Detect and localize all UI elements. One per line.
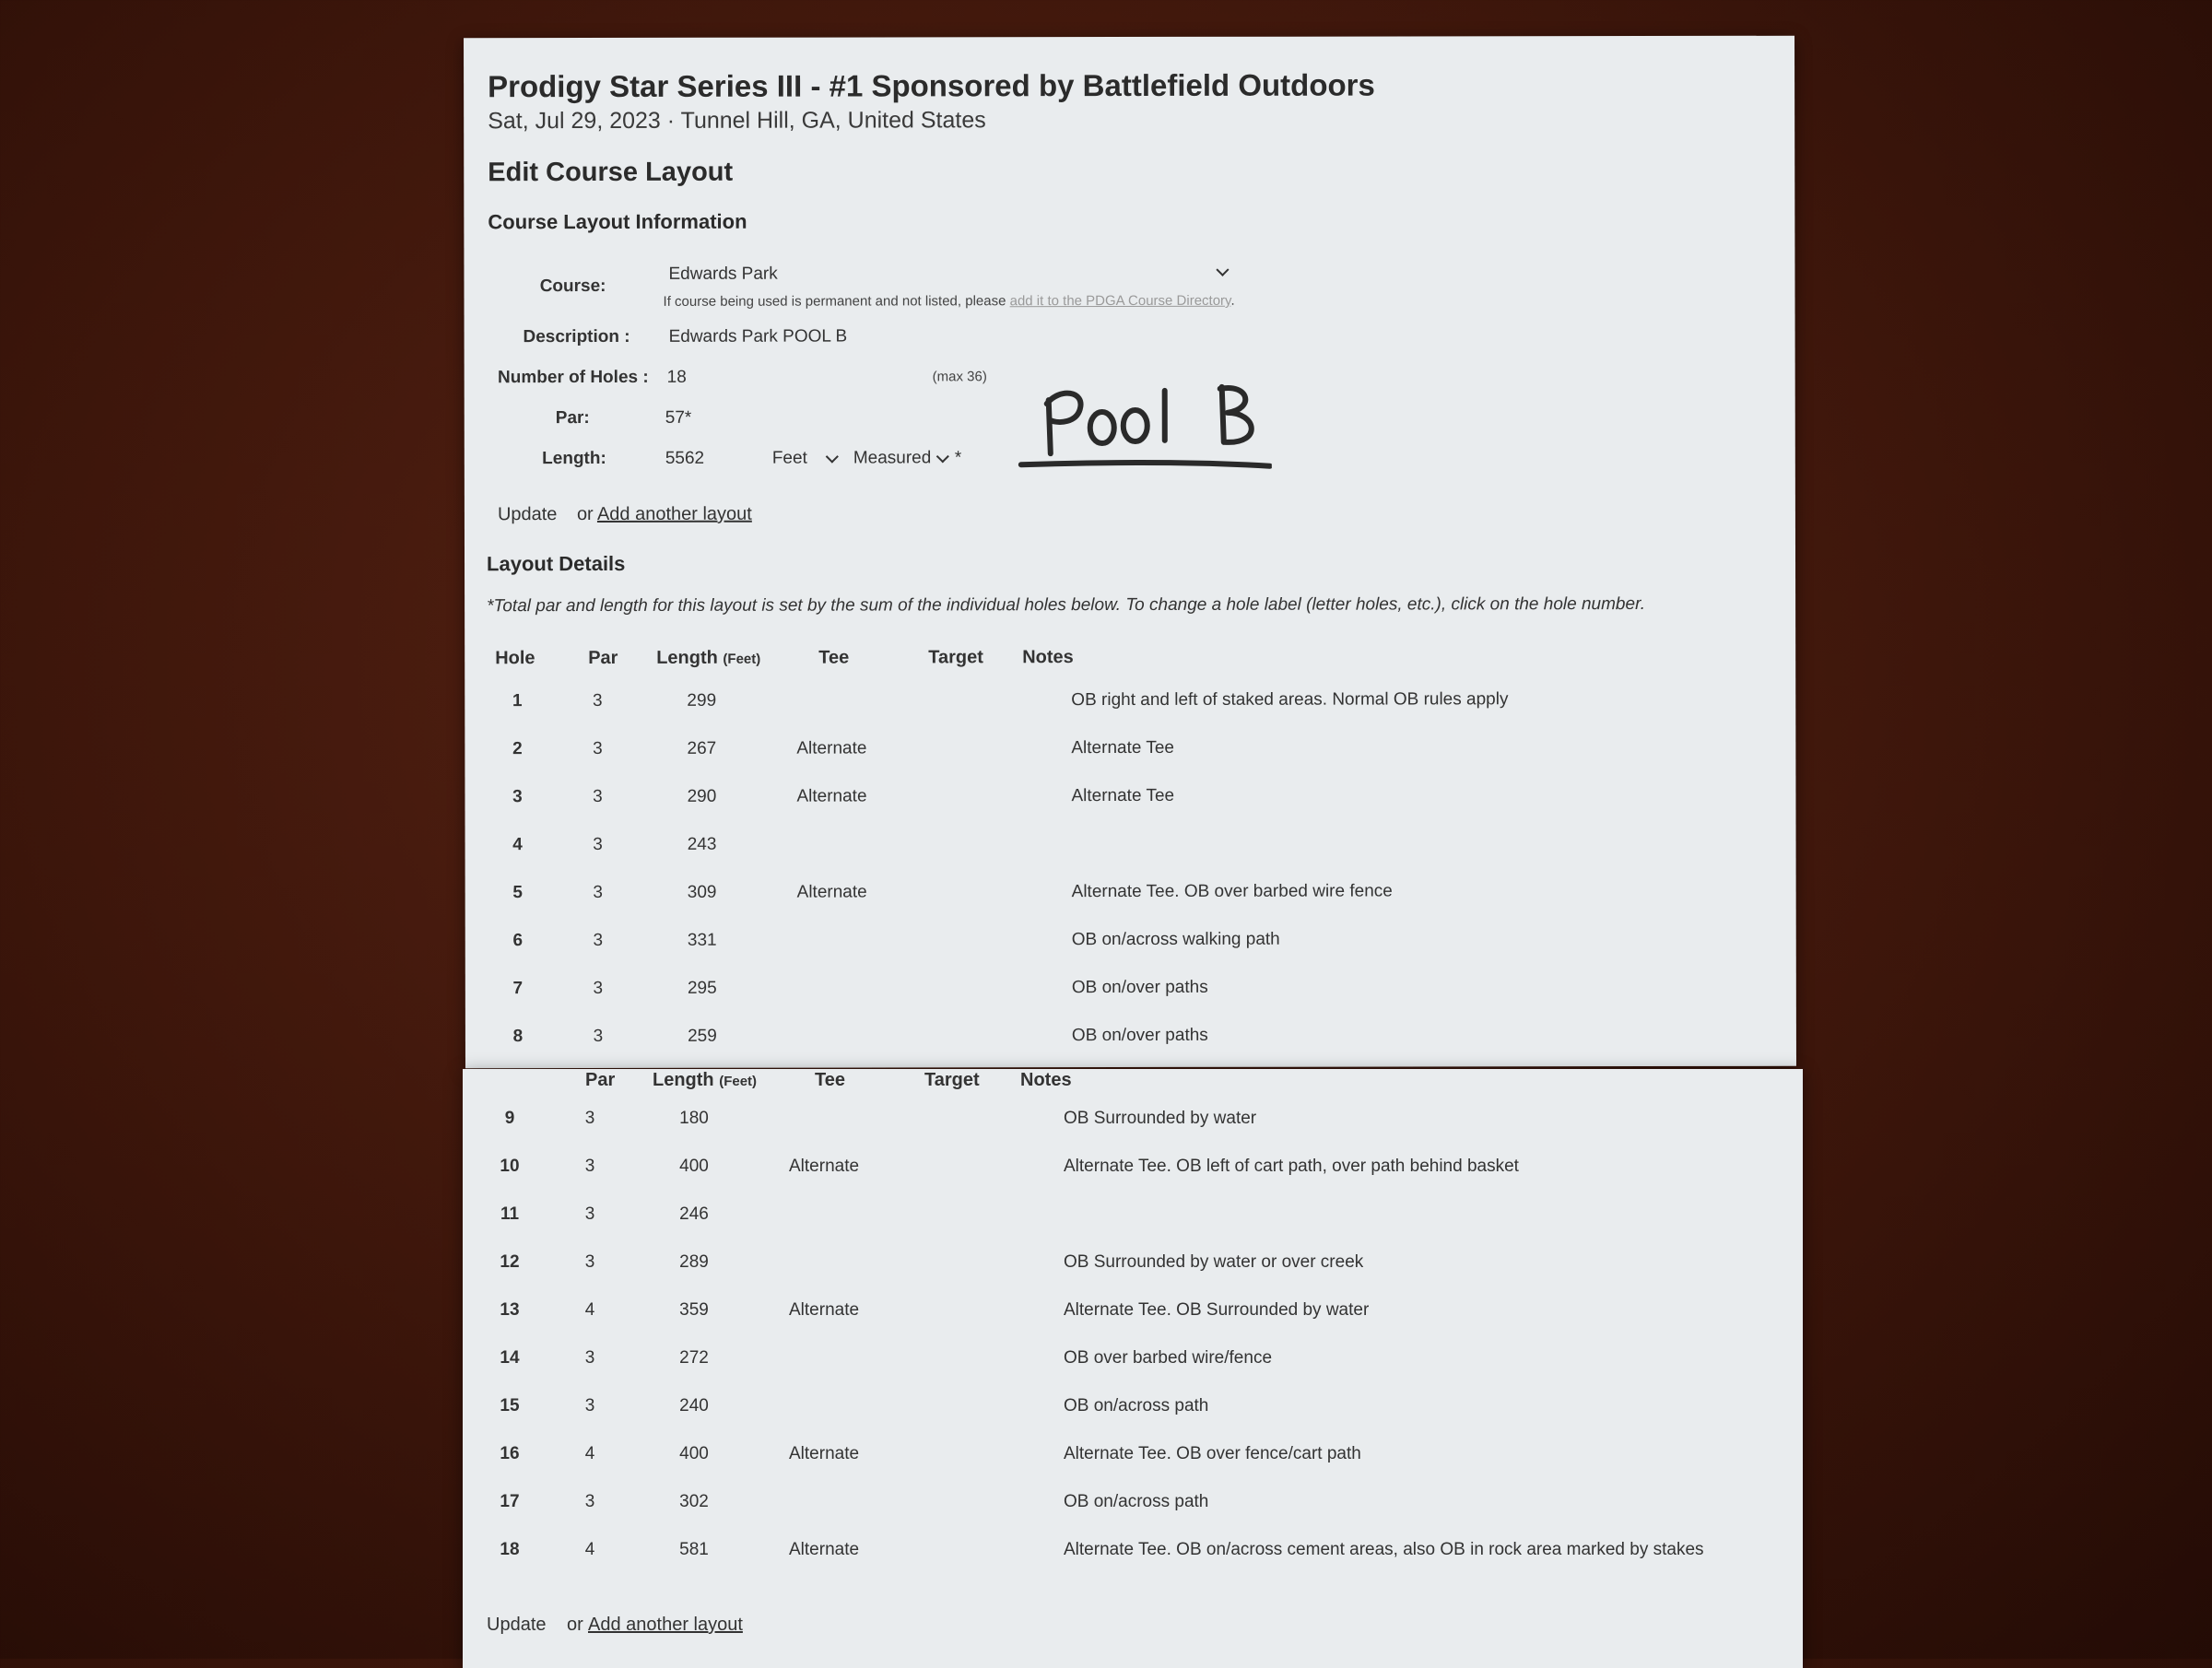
length-label: Length: [542,448,606,469]
paper-sheet-bottom [463,1069,1803,1668]
notes-cell: OB on/over paths [1071,1025,1208,1046]
length-cell: 272 [679,1348,709,1368]
col-header-par: Par [585,1070,616,1090]
hole-number-link[interactable]: 14 [500,1348,520,1368]
par-cell: 3 [593,882,603,903]
target-cell [946,1239,1056,1286]
table-row [476,1526,1704,1574]
table-row [476,1286,1704,1334]
notes-cell [1056,1191,1704,1239]
notes-cell: Alternate Tee [1071,785,1175,806]
length-field[interactable]: 5562 [665,448,705,468]
length-cell: 243 [687,834,717,854]
tee-cell [752,1334,946,1382]
tee-cell [759,676,953,724]
hole-number-link[interactable]: 18 [500,1540,520,1559]
hole-number-link[interactable]: 13 [500,1300,520,1320]
length-cell: 400 [679,1444,709,1463]
notes-cell: Alternate Tee. OB left of cart path, over path behind basket [1064,1157,1519,1176]
col-header-tee: Tee [818,647,850,668]
course-select-value: Edwards Park [668,264,778,284]
holes-label: Number of Holes : [498,367,649,388]
tee-cell [752,1478,946,1526]
target-cell [946,1191,1056,1239]
tee-cell: Alternate [796,738,867,758]
tee-cell: Alternate [789,1157,860,1176]
tee-cell: Alternate [796,882,867,902]
target-cell [946,1143,1056,1191]
table-row [476,1478,1704,1526]
tee-cell: Alternate [789,1540,860,1559]
table-row [484,819,1509,869]
hole-number-link[interactable]: 15 [500,1396,520,1415]
chevron-down-icon [826,450,839,463]
hole-number-link[interactable]: 2 [512,739,523,759]
col-header-par: Par [588,647,618,669]
unit-select[interactable] [772,449,841,469]
col-header-target: Target [928,647,983,668]
length-cell: 309 [687,882,717,902]
update-button-bottom[interactable]: Update [487,1615,547,1635]
measure-required-mark: * [954,448,962,468]
length-cell: 302 [679,1492,709,1511]
par-cell: 3 [584,1252,595,1272]
target-cell [954,820,1065,868]
event-title: Prodigy Star Series III - #1 Sponsored by Battlefield Outdoors [488,67,1375,104]
course-select[interactable] [668,264,1230,285]
measure-select-value: Measured [853,448,932,468]
tee-cell [752,1095,946,1143]
tee-cell [760,916,954,964]
target-cell [954,1012,1065,1060]
length-cell: 240 [679,1396,709,1415]
target-cell [946,1478,1056,1526]
hole-number-link[interactable]: 1 [512,691,523,711]
holes-table-top [483,675,1509,1061]
target-cell [946,1430,1056,1478]
length-cell: 295 [687,978,717,998]
table-row [484,867,1509,917]
length-cell: 331 [687,930,717,950]
hole-number-link[interactable]: 3 [512,787,523,807]
target-cell [946,1286,1056,1334]
notes-cell: OB on/across path [1064,1396,1209,1415]
length-cell: 359 [679,1300,709,1320]
hole-number-link[interactable]: 9 [504,1109,515,1128]
table-row [476,1095,1704,1143]
col-header-length [656,648,760,669]
notes-cell: Alternate Tee [1071,737,1175,758]
table-row [476,1191,1704,1239]
par-cell: 3 [584,1348,595,1368]
table-row [484,915,1509,965]
length-cell: 400 [679,1157,709,1176]
par-cell: 3 [584,1204,595,1224]
target-cell [953,724,1064,772]
par-label: Par: [555,408,590,429]
length-cell: 180 [679,1109,709,1128]
table-row [484,963,1509,1013]
course-help-suffix: . [1230,292,1235,309]
hole-number-link[interactable]: 17 [500,1492,520,1511]
target-cell [946,1526,1056,1574]
hole-number-link[interactable]: 16 [500,1444,520,1463]
par-cell: 3 [593,738,603,759]
par-cell: 3 [584,1492,595,1511]
hole-number-link[interactable]: 12 [500,1252,520,1272]
handwritten-pool-b [1014,335,1272,492]
par-cell: 3 [584,1157,595,1176]
description-label: Description : [523,326,630,347]
notes-cell: OB Surrounded by water [1064,1109,1257,1128]
col-header-hole: Hole [495,648,535,669]
col-header-length-unit: (Feet) [723,651,761,667]
table-row [483,675,1508,725]
col-header-length-unit: (Feet) [719,1074,758,1089]
hole-number-link[interactable]: 10 [500,1157,520,1176]
notes-cell: OB on/across walking path [1071,929,1280,950]
col-header-length [653,1070,757,1091]
tee-cell [760,820,954,868]
par-cell: 3 [592,690,603,711]
par-cell: 3 [584,1109,595,1128]
hole-number-link[interactable]: 5 [512,883,523,903]
target-cell [946,1334,1056,1382]
col-header-notes: Notes [1020,1070,1072,1090]
par-cell: 3 [593,978,604,999]
tee-cell: Alternate [789,1444,860,1463]
par-cell: 3 [593,1026,604,1047]
tee-cell [752,1191,946,1239]
holes-field[interactable]: 18 [666,367,687,387]
target-cell [946,1095,1056,1143]
event-date-location: Sat, Jul 29, 2023 · Tunnel Hill, GA, United States [488,107,986,135]
par-cell: 3 [593,786,603,807]
length-cell: 290 [687,786,717,806]
target-cell [953,772,1064,820]
notes-cell [1065,819,1509,868]
update-button-top[interactable]: Update [497,504,558,525]
pdga-directory-link[interactable]: add it to the PDGA Course Directory [1009,292,1231,310]
course-label: Course: [539,276,606,297]
col-header-notes: Notes [1022,647,1074,668]
table-row [476,1143,1704,1191]
table-row [483,723,1508,773]
length-cell: 246 [679,1204,709,1224]
table-row [483,771,1508,821]
description-field[interactable]: Edwards Park POOL B [668,326,848,347]
holes-max-note: (max 36) [932,369,987,385]
add-layout-link-top[interactable]: Add another layout [596,503,752,525]
notes-cell: OB on/over paths [1071,977,1208,998]
notes-cell: Alternate Tee. OB Surrounded by water [1064,1300,1370,1320]
hole-number-link[interactable]: 4 [512,835,523,855]
notes-cell: OB over barbed wire/fence [1064,1348,1273,1368]
unit-select-value: Feet [771,448,807,468]
section-title-layout: Layout Details [486,551,626,576]
notes-cell: OB on/across path [1064,1492,1209,1511]
handwritten-pool-b-drawing [1014,335,1272,492]
hole-number-link[interactable]: 6 [512,931,524,951]
add-layout-link-bottom[interactable]: Add another layout [588,1615,743,1635]
chevron-down-icon [1216,264,1229,276]
par-value: 57* [665,407,692,428]
par-cell: 4 [584,1540,595,1559]
par-cell: 3 [593,930,604,951]
length-cell: 299 [687,690,717,711]
table-row [476,1382,1704,1430]
tee-cell [760,1012,954,1060]
table-row [476,1334,1704,1382]
course-help-text [664,293,1235,310]
tee-cell [752,1382,946,1430]
col-header-length-text: Length [656,647,718,668]
target-cell [946,1382,1056,1430]
target-cell [954,868,1065,916]
holes-table-bottom [476,1095,1704,1574]
target-cell [954,916,1065,964]
course-help-prefix: If course being used is permanent and not listed, please [663,293,1010,310]
col-header-length-text: Length [653,1070,714,1090]
col-header-tee: Tee [815,1070,845,1090]
notes-cell: Alternate Tee. OB over fence/cart path [1064,1444,1361,1463]
tee-cell: Alternate [796,786,867,806]
col-header-target: Target [924,1070,980,1090]
or-text-top: or [576,504,594,525]
or-text-bottom: or [567,1615,583,1635]
section-title-info: Course Layout Information [488,209,747,234]
chevron-down-icon [936,450,949,463]
hole-number-link[interactable]: 11 [500,1204,520,1224]
tee-cell [760,964,954,1012]
notes-cell: OB right and left of staked areas. Normal OB rules apply [1071,689,1509,711]
target-cell [953,676,1064,724]
table-row [476,1239,1704,1286]
paper-sheet-top [464,36,1796,1069]
table-row [484,1011,1509,1061]
length-cell: 289 [679,1252,709,1272]
length-cell: 581 [679,1540,709,1559]
tee-cell: Alternate [789,1300,860,1320]
measure-select[interactable] [853,448,949,468]
length-cell: 259 [688,1026,717,1046]
length-cell: 267 [687,738,717,758]
par-cell: 3 [584,1396,595,1415]
notes-cell: Alternate Tee. OB on/across cement areas, also OB in rock area marked by stakes [1064,1540,1704,1559]
par-cell: 3 [593,834,603,855]
tee-cell [752,1239,946,1286]
target-cell [954,964,1065,1012]
layout-footnote: *Total par and length for this layout is set by the sum of the individual holes below. To change a hole label (letter holes, etc.), click on the hole number. [487,594,1645,617]
notes-cell: OB Surrounded by water or over creek [1064,1252,1364,1272]
page-title: Edit Course Layout [488,157,734,188]
hole-number-link[interactable]: 7 [512,979,524,999]
table-row [476,1430,1704,1478]
notes-cell: Alternate Tee. OB over barbed wire fence [1071,881,1393,902]
hole-number-link[interactable]: 8 [512,1027,524,1047]
par-cell: 4 [584,1444,595,1463]
par-cell: 4 [584,1300,595,1320]
